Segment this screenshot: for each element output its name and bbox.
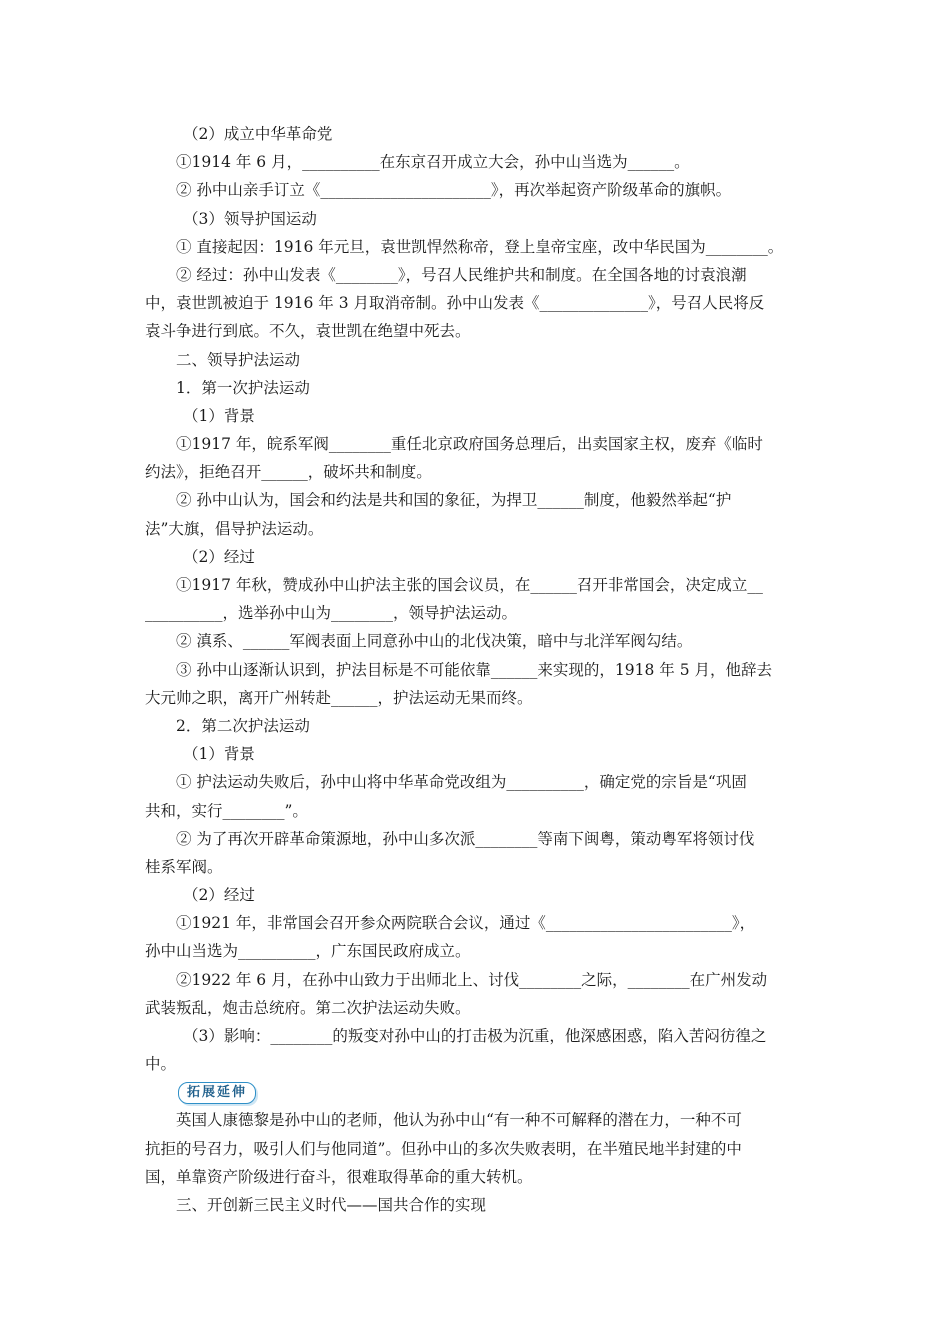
text-line: 三、开创新三民主义时代——国共合作的实现 — [176, 1195, 487, 1214]
text-line: （2）经过 — [183, 886, 255, 905]
text-line: （2）经过 — [183, 547, 255, 566]
text-line: 桂系军阀。 — [145, 857, 223, 876]
text-line: 约法》，拒绝召开______，破坏共和制度。 — [145, 463, 432, 482]
text-line: （1）背景 — [183, 745, 255, 764]
text-line: ①1917 年秋，赞成孙中山护法主张的国会议员，在______召开非常国会，决定成立__ — [176, 576, 763, 594]
text-line: 袁斗争进行到底。不久，袁世凯在绝望中死去。 — [145, 322, 471, 341]
text-line: 2．第二次护法运动 — [176, 716, 310, 735]
text-line: ①1921 年，非常国会召开参众两院联合会议，通过《________________________》， — [176, 914, 756, 933]
text-line: ② 滇系、______军阀表面上同意孙中山的北伐决策，暗中与北洋军阀勾结。 — [176, 632, 693, 651]
text-line: 共和，实行________”。 — [145, 801, 308, 820]
text-line: 中，袁世凯被迫于 1916 年 3 月取消帝制。孙中山发表《______________》，号召人民将反 — [145, 294, 765, 313]
text-line: 国，单靠资产阶级进行奋斗，很难取得革命的重大转机。 — [145, 1167, 533, 1186]
text-line: 武装叛乱，炮击总统府。第二次护法运动失败。 — [145, 998, 471, 1017]
text-line: （3）影响：________的叛变对孙中山的打击极为沉重，他深感困惑，陷入苦闷彷徨之 — [183, 1027, 767, 1045]
text-line: 法”大旗，倡导护法运动。 — [145, 519, 324, 538]
text-line: 1．第一次护法运动 — [176, 378, 310, 397]
text-line: ①1914 年 6 月，__________在东京召开成立大会，孙中山当选为______。 — [176, 153, 690, 172]
text-line: ② 为了再次开辟革命策源地，孙中山多次派________等南下闽粤，策动粤军将领讨伐 — [176, 829, 755, 848]
text-line: ① 护法运动失败后，孙中山将中华革命党改组为__________，确定党的宗旨是“巩固 — [176, 773, 747, 792]
text-line: 大元帅之职，离开广州转赴______，护法运动无果而终。 — [145, 688, 533, 707]
text-line: （3）领导护国运动 — [183, 209, 317, 228]
text-line: 孙中山当选为__________，广东国民政府成立。 — [145, 942, 471, 961]
document-page — [145, 120, 815, 1219]
text-line: （2）成立中华革命党 — [183, 125, 333, 143]
extension-badge: 拓展延伸 — [178, 1082, 256, 1104]
extension-badge-row — [145, 1078, 815, 1106]
text-line: 中。 — [145, 1055, 177, 1074]
text-line: ①1917 年，皖系军阀________重任北京政府国务总理后，出卖国家主权，废弃《临时 — [176, 435, 763, 454]
text-line: 抗拒的号召力，吸引人们与他同道”。但孙中山的多次失败表明，在半殖民地半封建的中 — [145, 1139, 742, 1158]
text-block-extension — [145, 1106, 815, 1219]
text-line: 二、领导护法运动 — [176, 350, 301, 369]
text-line: ② 孙中山亲手订立《______________________》，再次举起资产阶级革命的旗帜。 — [176, 181, 732, 200]
text-line: ②1922 年 6 月，在孙中山致力于出师北上、讨伐________之际，________在广州发动 — [176, 970, 768, 989]
text-block-main — [145, 120, 815, 1078]
text-line: __________，选举孙中山为________，领导护法运动。 — [145, 604, 518, 623]
text-line: （1）背景 — [183, 406, 255, 425]
text-line: ① 直接起因：1916 年元旦，袁世凯悍然称帝，登上皇帝宝座，改中华民国为________。 — [176, 237, 784, 256]
text-line: ② 孙中山认为，国会和约法是共和国的象征，为捍卫______制度，他毅然举起“护 — [176, 491, 732, 510]
text-line: ② 经过：孙中山发表《________》，号召人民维护共和制度。在全国各地的讨袁浪潮 — [176, 265, 747, 284]
text-line: 英国人康德黎是孙中山的老师，他认为孙中山“有一种不可解释的潜在力，一种不可 — [176, 1111, 742, 1130]
text-line: ③ 孙中山逐渐认识到，护法目标是不可能依靠______来实现的，1918 年 5 月，他辞去 — [176, 660, 773, 679]
